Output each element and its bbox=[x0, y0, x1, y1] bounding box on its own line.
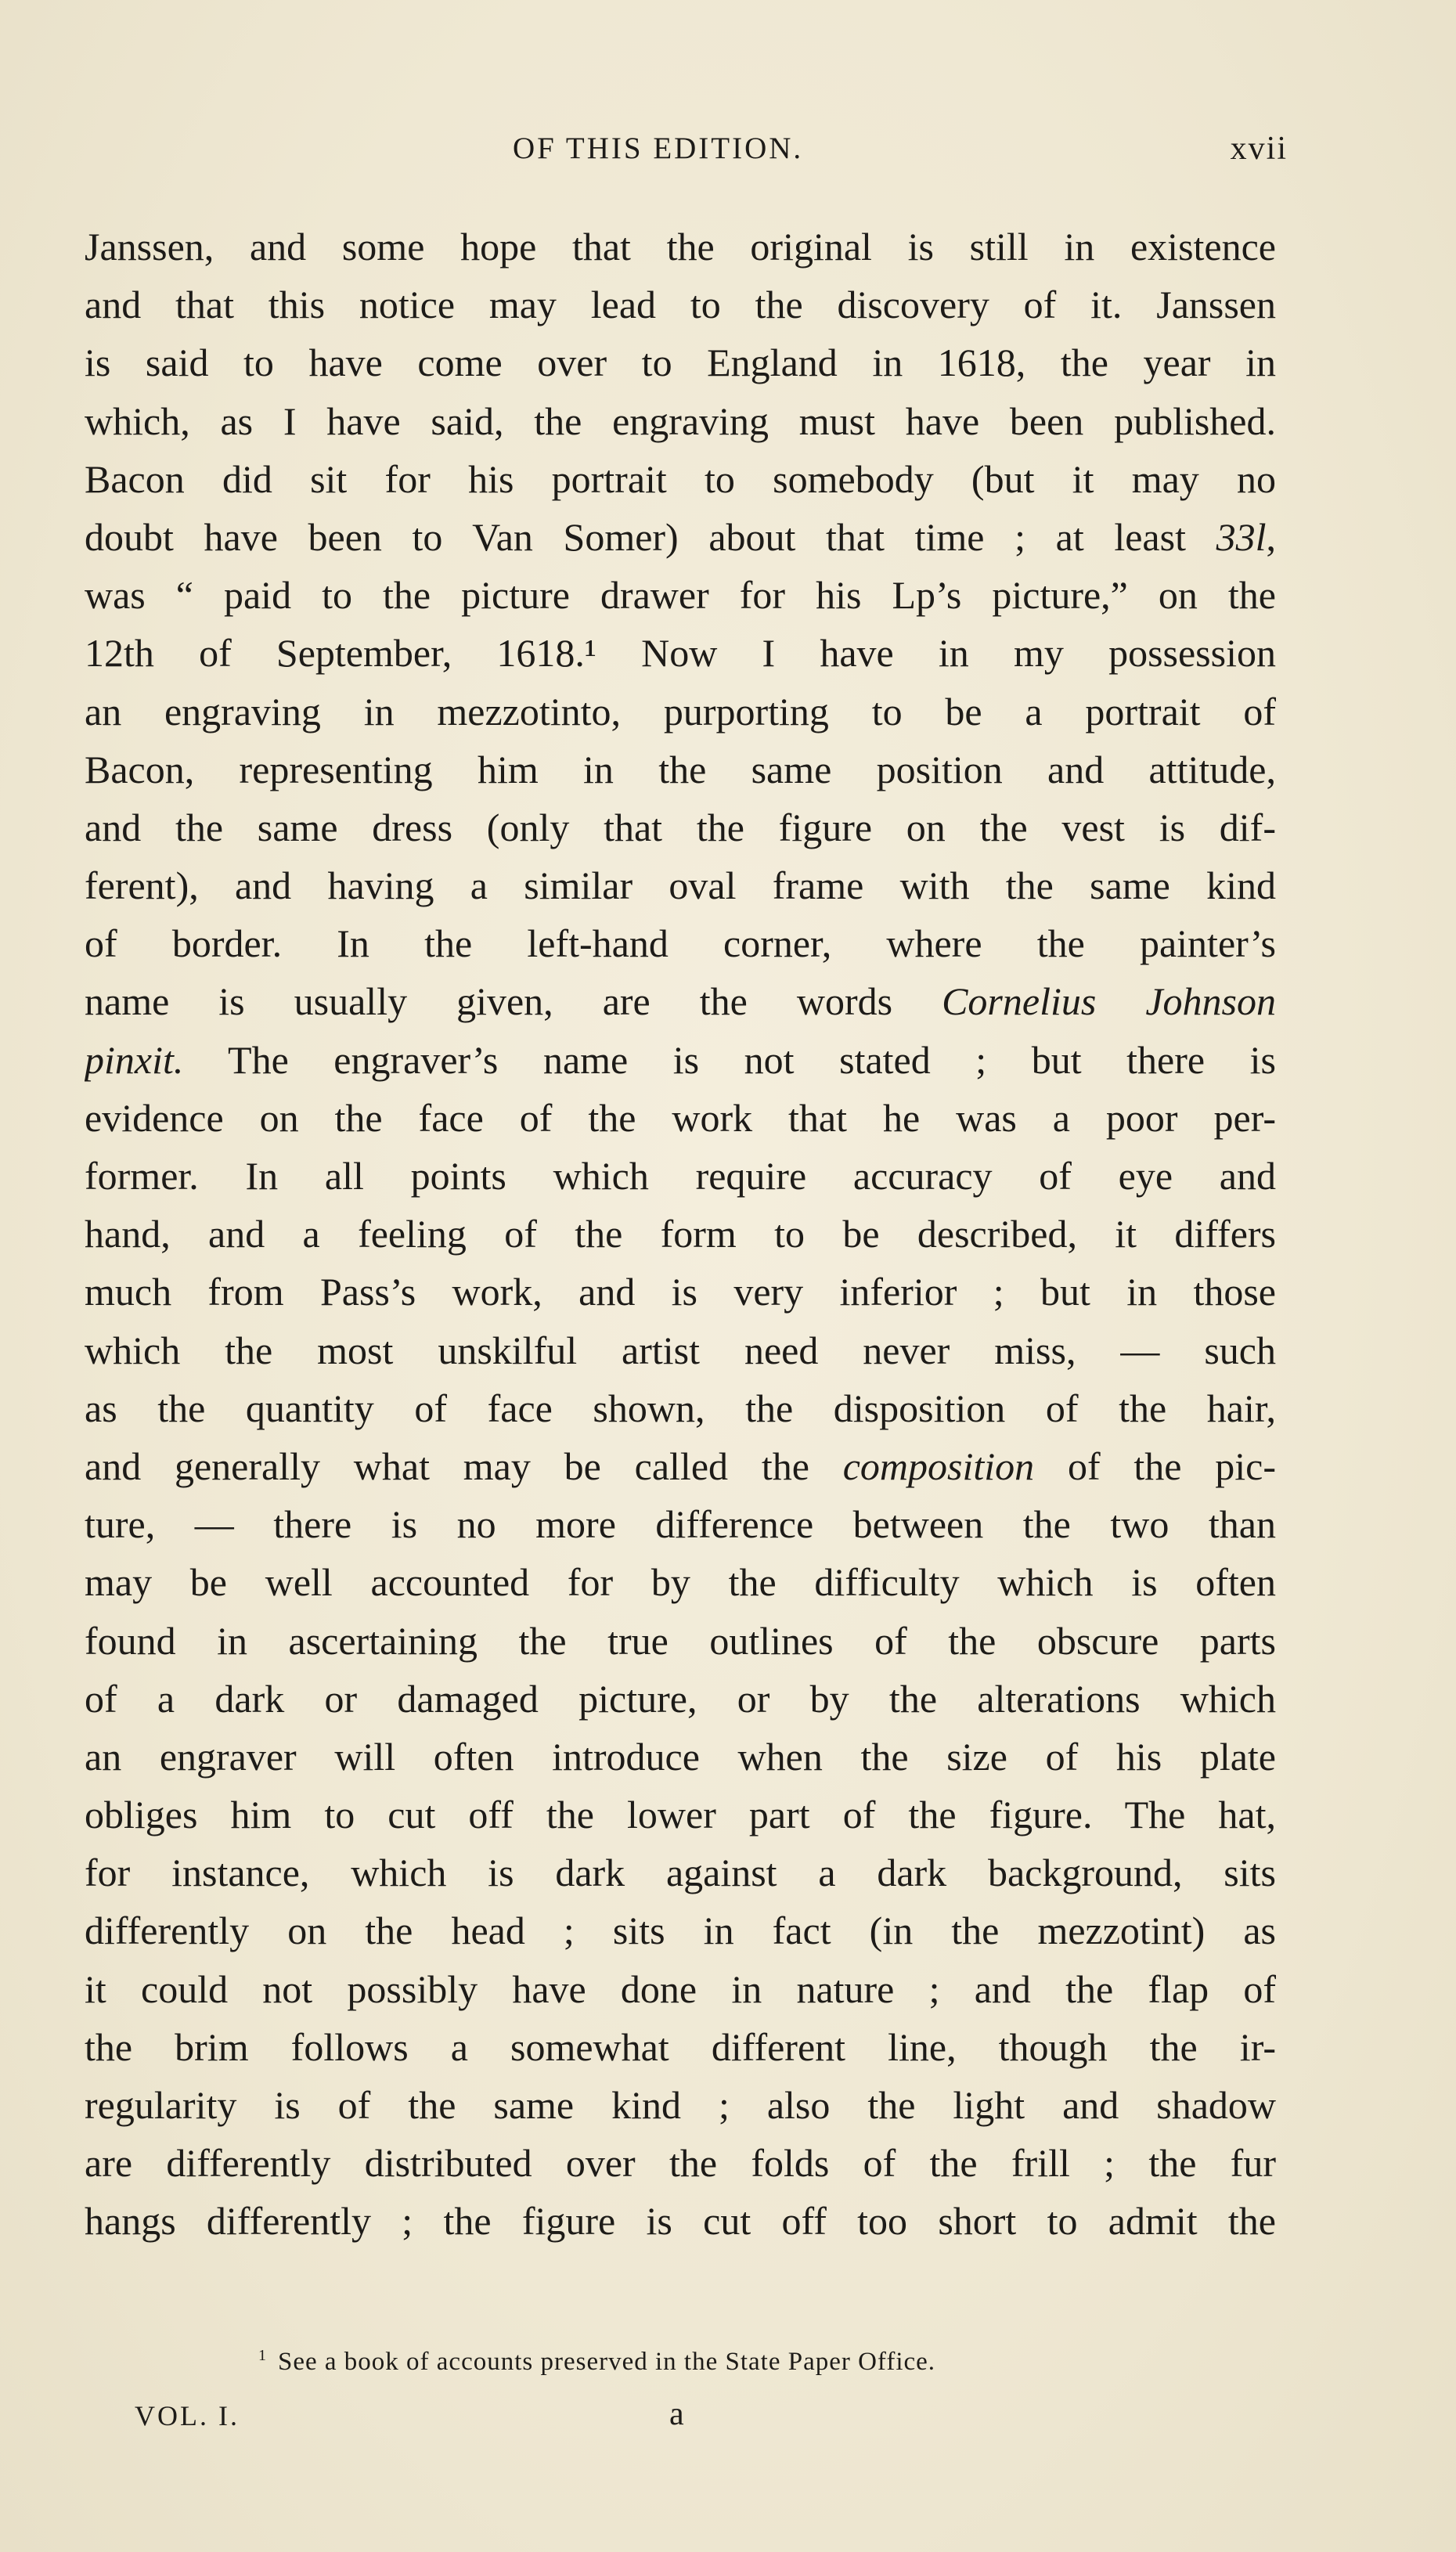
text-line: and that this notice may lead to the discovery of it. Janssen bbox=[85, 283, 1276, 327]
text-line: hand, and a feeling of the form to be described, it differs bbox=[85, 1212, 1276, 1256]
footnote-marker: 1 bbox=[258, 2347, 267, 2364]
text-line: 12th of September, 1618.¹ Now I have in my possession bbox=[85, 631, 1276, 676]
text-line: for instance, which is dark against a dark background, sits bbox=[85, 1851, 1276, 1895]
text-line: Bacon did sit for his portrait to somebody (but it may no bbox=[85, 456, 1276, 501]
text-line: found in ascertaining the true outlines of the obscure parts bbox=[85, 1618, 1276, 1663]
text-line: differently on the head ; sits in fact (in the mezzotint) as bbox=[85, 1909, 1276, 1953]
text-line: of a dark or damaged picture, or by the alterations which bbox=[85, 1676, 1276, 1721]
text-line: are differently distributed over the folds of the frill ; the fur bbox=[85, 2141, 1276, 2186]
text-line: an engraving in mezzotinto, purporting to be a portrait of bbox=[85, 689, 1276, 734]
text-line: much from Pass’s work, and is very inferior ; but in those bbox=[85, 1270, 1276, 1314]
volume-signature: VOL. I. bbox=[135, 2400, 240, 2431]
text-line: ture, — there is no more difference between the two than bbox=[85, 1502, 1276, 1547]
text-line: ferent), and having a similar oval frame with the same kind bbox=[85, 863, 1276, 908]
text-line: which the most unskilful artist need never miss, — such bbox=[85, 1328, 1276, 1372]
text-line: doubt have been to Van Somer) about that time ; at least 33l, bbox=[85, 514, 1276, 559]
footnote-text: See a book of accounts preserved in the State Paper Office. bbox=[278, 2348, 936, 2376]
text-line: pinxit. The engraver’s name is not stated ; but there is bbox=[85, 1037, 1276, 1082]
text-line: and the same dress (only that the figure on the vest is dif- bbox=[85, 805, 1276, 849]
text-line: an engraver will often introduce when the size of his plate bbox=[85, 1734, 1276, 1779]
text-line: and generally what may be called the composition of the pic- bbox=[85, 1444, 1276, 1488]
text-line: Bacon, representing him in the same position and attitude, bbox=[85, 747, 1276, 791]
body-text bbox=[85, 218, 1276, 2251]
text-line: the brim follows a somewhat different line, though the ir- bbox=[85, 2024, 1276, 2069]
running-head-title: OF THIS EDITION. bbox=[513, 132, 804, 165]
text-line: as the quantity of face shown, the disposition of the hair, bbox=[85, 1386, 1276, 1430]
text-line: evidence on the face of the work that he was a poor per- bbox=[85, 1095, 1276, 1140]
text-line: of border. In the left-hand corner, where the painter’s bbox=[85, 921, 1276, 966]
text-line: regularity is of the same kind ; also the light and shadow bbox=[85, 2083, 1276, 2127]
signature-letter: a bbox=[669, 2396, 684, 2432]
text-line: was “ paid to the picture drawer for his Lp’s picture,” on the bbox=[85, 573, 1276, 618]
running-head bbox=[0, 125, 1456, 172]
text-line: it could not possibly have done in nature ; and the flap of bbox=[85, 1966, 1276, 2011]
text-line: name is usually given, are the words Cornelius Johnson bbox=[85, 979, 1276, 1024]
page-number: xvii bbox=[1230, 131, 1288, 167]
text-line: which, as I have said, the engraving must have been published. bbox=[85, 398, 1276, 443]
text-line: is said to have come over to England in 1618, the year in bbox=[85, 341, 1276, 385]
text-line: obliges him to cut off the lower part of the figure. The hat, bbox=[85, 1793, 1276, 1837]
text-line: former. In all points which require accuracy of eye and bbox=[85, 1154, 1276, 1198]
text-line: may be well accounted for by the difficulty which is often bbox=[85, 1560, 1276, 1605]
footnote bbox=[258, 2347, 935, 2377]
text-line: Janssen, and some hope that the original is still in existence bbox=[85, 225, 1276, 269]
text-line: hangs differently ; the figure is cut off too short to admit the bbox=[85, 2199, 1276, 2244]
